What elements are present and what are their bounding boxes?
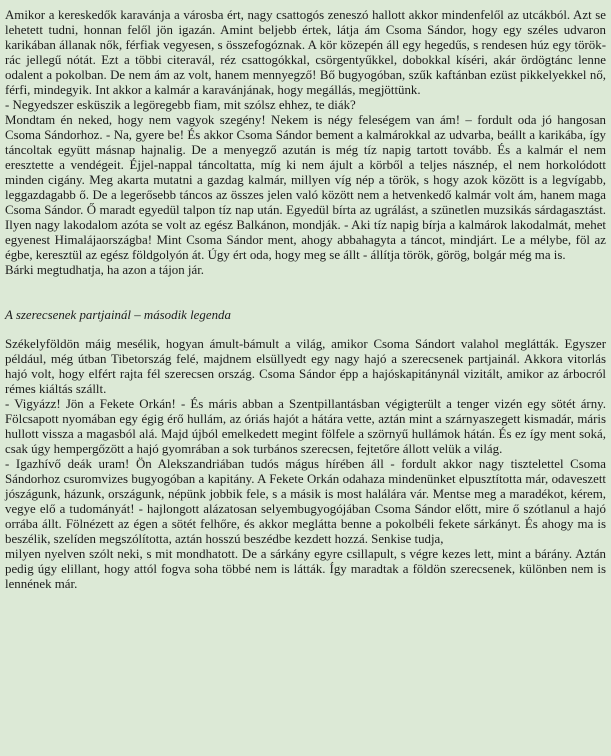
title-gap (5, 323, 606, 337)
legend1-paragraph-4: Bárki megtudhatja, ha azon a tájon jár. (5, 263, 205, 277)
top-spacer (5, 0, 606, 8)
legend2-paragraph-2: - Vigyázz! Jön a Fekete Orkán! - És máris abban a Szentpillantásban végigterült a tenger vizén egy sötét árny. Fölcsapott nyomában egy égig érő hullám, az óriás hajót a hátára vette, aztán mint a szárnyaszegett kismadár, máris hullott vissza a magasból alá. Majd újból emelkedett megint fölfele a szörnyű hullámok hátán. És ez így ment soká, csak úgy hempergőzött a hajó gyomrában a sok turbános szerecsen, fejtetőre állott velük a világ. (5, 397, 606, 456)
section-gap (5, 278, 606, 308)
legend1-paragraph-1: Amikor a kereskedők karavánja a városba ért, nagy csattogós zeneszó hallott akkor mindenfelől az utcákból. Azt se lehetett tudni, honnan felől jön igazán. Amint beljebb értek, látja ám Csoma Sándor, hogy egy széles udvaron karikában állanak nők, férfiak vegyesen, s összefogóznak. A kör közepén áll egy hegedűs, s rendesen húz egy török-rác jellegű nótát. Ezt a többi citeravál, réz csattogókkal, csörgentyűkkel, dobokkal kíséri, akár ördögtánc lenne odalent a pokolban. De nem ám az volt, hanem mennyegző! Bő bugyogóban, szűk kaftánban ezüst pikkelyekkel nő, férfi, mindegyik. Int akkor a kalmár a karavánjának, hogy megállás, megjöttünk. (5, 8, 606, 97)
legend2-title: A szerecsenek partjainál – második legenda (5, 308, 231, 322)
legend2-paragraph-1: Székelyföldön máig mesélik, hogyan ámult-bámult a világ, amikor Csoma Sándort valahol meglátták. Egyszer például, még útban Tibetország felé, majdnem elsüllyedt egy nagy hajó a szerecsenek partjainál. Akkora vitorlás hajó volt, hogy elfért rajta fél szerecsen ország. Csoma Sándor épp a hajóskapitánynál vizitált, amikor az árbocról rémes kiáltás szállt. (5, 337, 606, 396)
legend2-paragraph-4: milyen nyelven szólt neki, s mit mondhatott. De a sárkány egyre csillapult, s végre kezes lett, mint a bárány. Aztán pedig úgy elillant, hogy attól fogva soha többé nem is látták. Így maradtak a földön szerecsenek, különben nem is lennének már. (5, 547, 606, 591)
legend1-paragraph-3: Mondtam én neked, hogy nem vagyok szegény! Nekem is négy feleségem van ám! – fordult oda jó hangosan Csoma Sándorhoz. - Na, gyere be! És akkor Csoma Sándor bement a kalmárokkal az udvarba, beállt a karikába, így táncoltak együtt másnap hajnalig. De a menyegző azután is még tíz napig tartott tovább. És a kalmár el nem eresztette a vendégeit. Éjjel-nappal táncoltatta, míg ki nem ájult a körből a teljes násznép, el nem horkolódott minden cigány. Meg akarta mutatni a gazdag kalmár, millyen víg nép a török, s hogy azok között is a legvígabb, leggazdagabb ő. De a legerősebb táncos az összes jelen való között nem a hetvenkedő kalmár volt ám, hanem maga Csoma Sándor. Ő maradt egyedül talpon tíz nap után. Egyedül bírta az ugrálást, a szünetlen muzsikás sárdagasztást. Ilyen nagy lakodalom azóta se volt az egész Balkánon, mondják. - Aki tíz napig bírja a kalmárok lakodalmát, mehet egyenest Himalájaországba! Mint Csoma Sándor ment, ahogy abbahagyta a táncot, mindjárt. Le a mélybe, föl az égbe, keresztül az egész földgolyón át. Úgy ért oda, hogy meg se állt - állítja török, görög, bolgár még ma is. (5, 113, 606, 262)
legend2-paragraph-3: - Igazhívő deák uram! Ön Alekszandriában tudós mágus hírében áll - fordult akkor nagy tisztelettel Csoma Sándorhoz csuromvizes bugyogóban a kapitány. A Fekete Orkán odahaza mindenünket elpusztította már, odaveszett jószágunk, házunk, országunk, népünk jobbik fele, s a másik is most halálára vár. Mentse meg a maradékot, kérem, vegye elő a tudományát! - hajlongott alázatosan selyembugyogójában Csoma Sándor előtt, mire ő szótlanul a hajó orrába állt. Fölnézett az égen a sötét felhőre, és akkor meglátta benne a pokolbéli fekete sárkányt. És ahogy ma is beszélik, szelíden megszólította, aztán hosszú beszédbe kezdett hozzá. Senkise tudja, (5, 457, 606, 546)
legend1-paragraph-2: - Negyedszer esküszik a legöregebb fiam, mit szólsz ehhez, te diák? (5, 98, 356, 112)
